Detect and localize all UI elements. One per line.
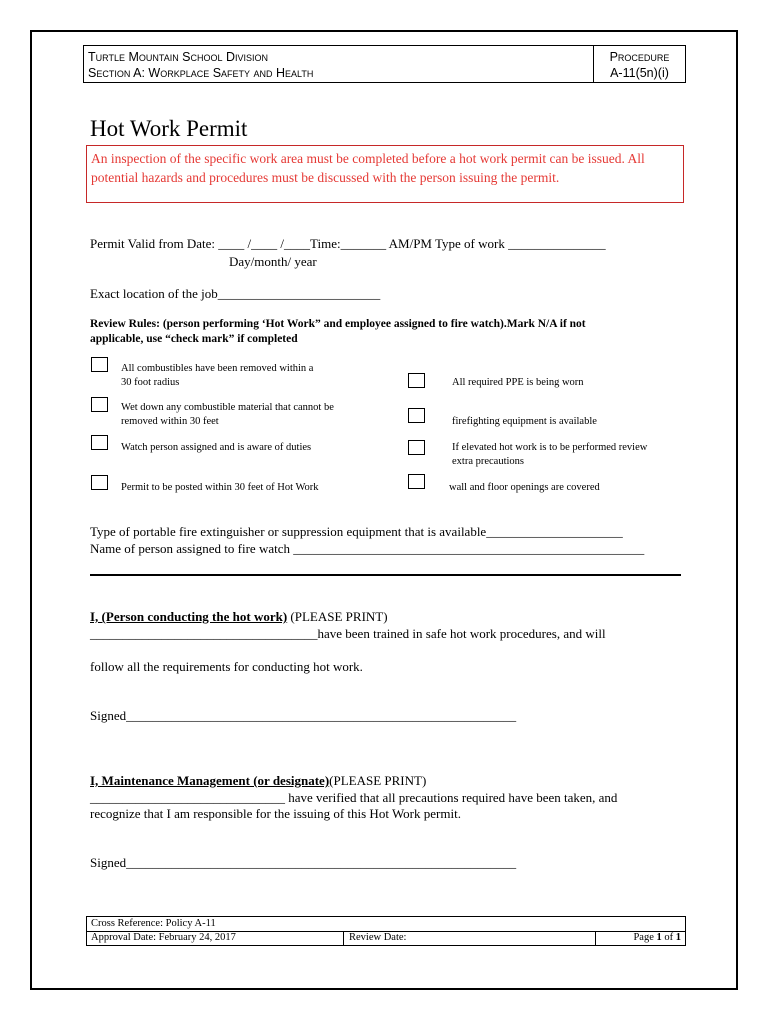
checkbox-elevated-work[interactable] [408, 440, 425, 455]
maint-responsibility-text: recognize that I am responsible for the issuing of this Hot Work permit. [90, 806, 461, 821]
footer-divider-2 [595, 931, 596, 946]
procedure-code: A-11(5n)(i) [610, 66, 669, 80]
maint-signature-line[interactable]: Signed____________________________________________________________ [90, 855, 517, 870]
check-label-line: If elevated hot work is to be performed review [452, 442, 648, 453]
check-label-openings: wall and floor openings are covered [449, 482, 600, 493]
maint-print-label: (PLEASE PRINT) [329, 773, 427, 788]
review-date: Review Date: [349, 932, 407, 943]
maint-name-line[interactable]: ______________________________ have verified that all precautions required have been taken, and [90, 790, 618, 805]
cross-reference: Cross Reference: Policy A-11 [91, 918, 216, 929]
check-label-combustibles [121, 362, 313, 390]
checkbox-combustibles[interactable] [91, 357, 108, 372]
checkbox-wet-down[interactable] [91, 397, 108, 412]
valid-date-line[interactable]: Permit Valid from Date: ____ /____ /____Time:_______ AM/PM Type of work _______________ [90, 236, 606, 251]
document-header [83, 45, 686, 83]
section-name: Section A: Workplace Safety and Health [88, 66, 314, 80]
maint-heading: I, Maintenance Management (or designate) [90, 773, 330, 788]
check-label-wet-down [121, 401, 334, 429]
section-divider [90, 574, 681, 576]
person-heading: I, (Person conducting the hot work) [90, 609, 288, 624]
person-signature-line[interactable]: Signed____________________________________________________________ [90, 708, 517, 723]
check-label-watch-person: Watch person assigned and is aware of duties [121, 442, 312, 453]
date-format-hint: Day/month/ year [229, 254, 317, 269]
check-label-line: All combustibles have been removed within a [121, 363, 314, 374]
check-label-firefighting: firefighting equipment is available [452, 416, 597, 427]
warning-box: An inspection of the specific work area must be completed before a hot work permit can be issued. All potential hazards and procedures must be discussed with the person issuing the permit. [86, 145, 684, 203]
approval-date: Approval Date: February 24, 2017 [91, 932, 236, 943]
review-rules-line-2: applicable, use “check mark” if completed [90, 333, 298, 345]
person-heading-row [90, 609, 388, 625]
footer-divider-1 [343, 931, 344, 946]
checkbox-ppe[interactable] [408, 373, 425, 388]
check-label-line: Wet down any combustible material that cannot be [121, 402, 334, 413]
person-print-label: (PLEASE PRINT) [287, 609, 388, 624]
extinguisher-line[interactable]: Type of portable fire extinguisher or suppression equipment that is available_____________________ [90, 524, 623, 539]
checkbox-firefighting[interactable] [408, 408, 425, 423]
page-of: of [661, 932, 676, 943]
page-current: 1 [656, 932, 662, 943]
person-requirements-text: follow all the requirements for conducting hot work. [90, 659, 363, 674]
person-name-line[interactable]: ___________________________________have been trained in safe hot work procedures, and will [90, 626, 606, 641]
check-label-permit-posted: Permit to be posted within 30 feet of Hot Work [121, 482, 319, 493]
maint-heading-row [90, 773, 426, 789]
checkbox-permit-posted[interactable] [91, 475, 108, 490]
page-title: Hot Work Permit [90, 116, 248, 141]
location-line[interactable]: Exact location of the job_________________________ [90, 286, 381, 301]
org-name: Turtle Mountain School Division [88, 50, 269, 64]
check-label-line: removed within 30 feet [121, 416, 219, 427]
checkbox-watch-person[interactable] [91, 435, 108, 450]
fire-watch-line[interactable]: Name of person assigned to fire watch ______________________________________________________ [90, 541, 645, 556]
check-label-ppe: All required PPE is being worn [452, 377, 584, 388]
check-label-elevated-work [452, 441, 647, 469]
page-total: 1 [675, 932, 681, 943]
procedure-label: Procedure [609, 50, 670, 64]
check-label-line: 30 foot radius [121, 377, 180, 388]
checkbox-openings[interactable] [408, 474, 425, 489]
page-number [633, 932, 681, 943]
review-rules-line-1: Review Rules: (person performing ‘Hot Work” and employee assigned to fire watch).Mark N/A if not [90, 318, 586, 330]
page-prefix: Page [633, 932, 657, 943]
check-label-line: extra precautions [452, 456, 525, 467]
document-footer [86, 916, 686, 946]
